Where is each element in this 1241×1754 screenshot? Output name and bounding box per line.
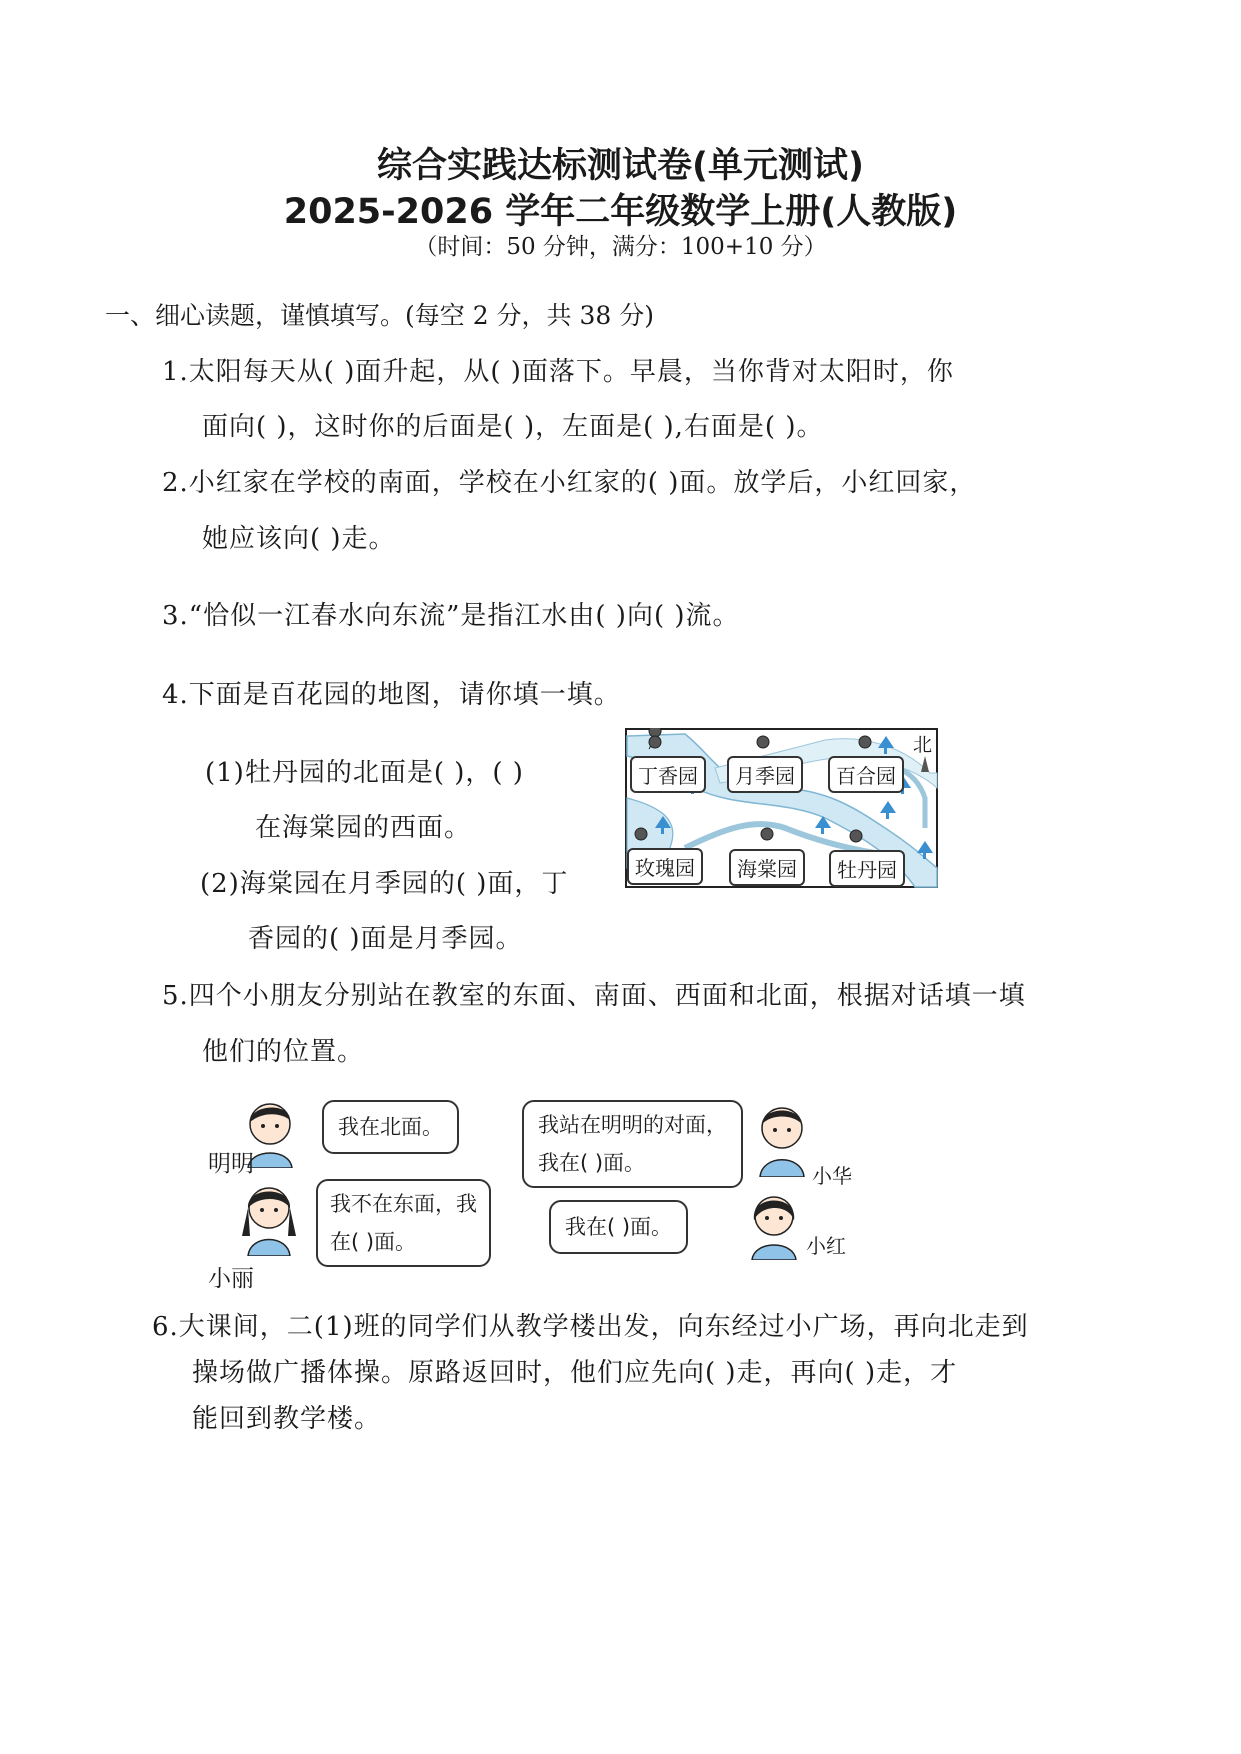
- q4-sub2-line-2: 香园的( )面是月季园。: [248, 924, 523, 954]
- xiaoli-name: 小丽: [208, 1266, 254, 1292]
- map-label-yueji: 月季园: [727, 756, 803, 793]
- xiaoli-speech-line-1: 我不在东面，我: [330, 1192, 477, 1216]
- xiaohong-speech: 我在( )面。: [549, 1200, 688, 1254]
- q4-sub1-line-1: (1)牡丹园的北面是( )，( ): [205, 758, 524, 788]
- map-north-label: 北: [913, 734, 933, 756]
- xiaohua-speech-line-2: 我在( )面。: [538, 1151, 646, 1175]
- map-label-mudan: 牡丹园: [829, 850, 905, 887]
- q4-line-1: 4.下面是百花园的地图，请你填一填。: [162, 680, 621, 710]
- title-line-1: 综合实践达标测试卷(单元测试): [377, 146, 864, 186]
- xiaohua-name: 小华: [812, 1164, 852, 1188]
- q4-sub2-line-1: (2)海棠园在月季园的( )面，丁: [200, 869, 569, 899]
- mingming-name: 明明: [208, 1151, 254, 1177]
- q5-line-1: 5.四个小朋友分别站在教室的东面、南面、西面和北面，根据对话填一填: [162, 981, 1026, 1011]
- xiaohong-name: 小红: [806, 1234, 846, 1258]
- q6-line-1: 6.大课间，二(1)班的同学们从教学楼出发，向东经过小广场，再向北走到: [152, 1312, 1029, 1342]
- section-heading: 一、细心读题，谨慎填写。(每空 2 分，共 38 分): [105, 301, 655, 330]
- q6-line-3: 能回到教学楼。: [192, 1404, 382, 1434]
- map-label-haitang: 海棠园: [729, 849, 805, 886]
- map-label-baihe: 百合园: [828, 756, 904, 793]
- q2-line-2: 她应该向( )走。: [202, 524, 396, 554]
- q1-line-1: 1.太阳每天从( )面升起，从( )面落下。早晨，当你背对太阳时，你: [162, 357, 954, 387]
- garden-map: [625, 728, 938, 888]
- map-label-dingxiang: 丁香园: [630, 756, 706, 793]
- mingming-speech: 我在北面。: [322, 1100, 459, 1154]
- xiaoli-speech-line-2: 在( )面。: [330, 1230, 417, 1254]
- exam-info: （时间：50 分钟，满分：100+10 分）: [414, 234, 827, 260]
- xiaohong-avatar: [744, 1190, 804, 1260]
- xiaohua-speech-line-1: 我站在明明的对面，: [538, 1113, 727, 1137]
- q6-line-2: 操场做广播体操。原路返回时，他们应先向( )走，再向( )走，才: [192, 1358, 958, 1388]
- xiaohua-avatar: [752, 1102, 812, 1177]
- q5-line-2: 他们的位置。: [202, 1037, 365, 1067]
- title-line-2: 2025-2026 学年二年级数学上册(人教版): [283, 192, 958, 232]
- q1-line-2: 面向( )，这时你的后面是( )，左面是( ),右面是( )。: [202, 412, 824, 442]
- xiaoli-avatar: [236, 1180, 302, 1256]
- q3-line-1: 3.“恰似一江春水向东流”是指江水由( )向( )流。: [162, 601, 740, 631]
- q4-sub1-line-2: 在海棠园的西面。: [255, 813, 472, 843]
- xiaoli-speech: [316, 1179, 491, 1267]
- map-label-meigui: 玫瑰园: [627, 848, 703, 885]
- xiaohua-speech: [522, 1100, 743, 1188]
- q2-line-1: 2.小红家在学校的南面，学校在小红家的( )面。放学后，小红回家，: [162, 468, 977, 498]
